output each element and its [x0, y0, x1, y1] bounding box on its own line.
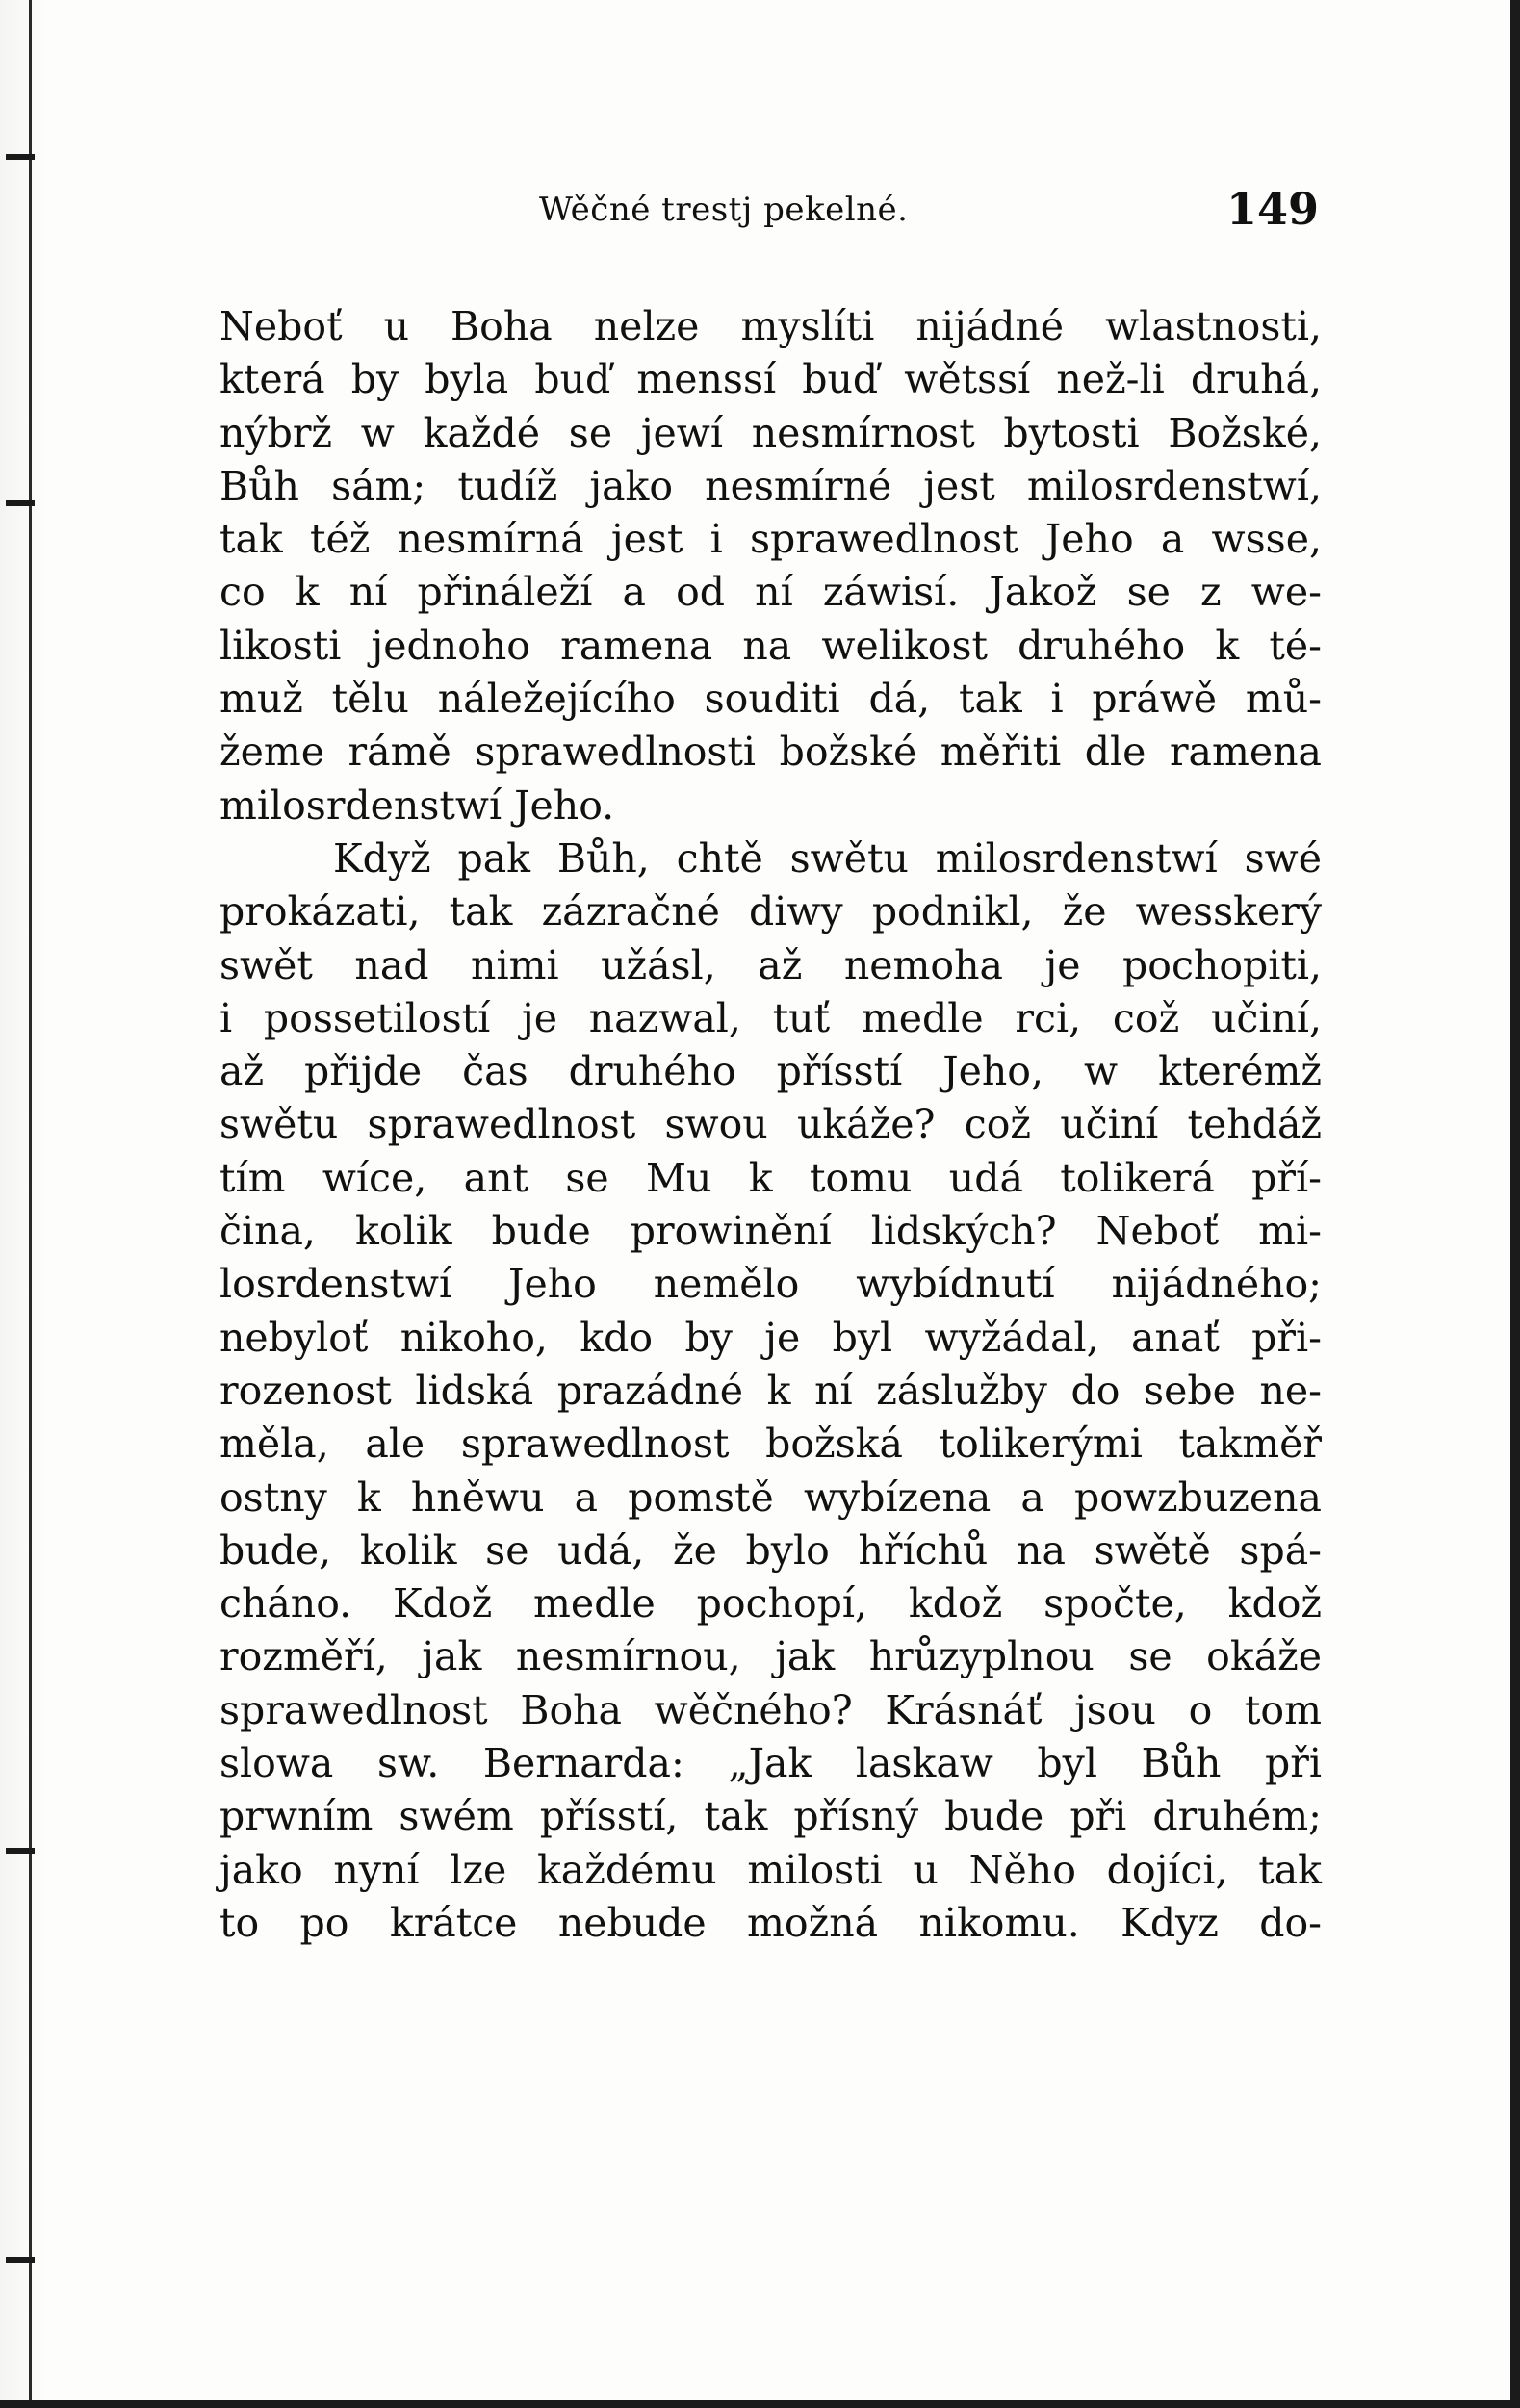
paragraph-start-line: Když pak Bůh, chtě swětu milosrdenstwí swé	[333, 834, 1322, 882]
text-line: čina, kolik bude prowinění lidských? Neboť mi-	[219, 1208, 1322, 1255]
text-line: až přijde čas druhého přísstí Jeho, w kterémž	[219, 1048, 1322, 1095]
text-line: ostny k hněwu a pomstě wybízena a powzbuzena	[219, 1473, 1322, 1521]
text-line: muž tělu náležejícího souditi dá, tak i práwě mů-	[219, 676, 1322, 723]
text-line: rozenost lidská prazádné k ní záslužby do sebe ne-	[219, 1367, 1322, 1414]
margin-mark	[6, 154, 35, 160]
text-line: měla, ale sprawedlnost božská tolikerými takměř	[219, 1421, 1322, 1468]
text-line: Bůh sám; tudíž jako nesmírné jest milosrdenstwí,	[219, 462, 1322, 509]
text-line: i possetilostí je nazwal, tuť medle rci, což učiní,	[219, 994, 1322, 1041]
text-line: cháno. Kdož medle pochopí, kdož spočte, kdož	[219, 1580, 1322, 1627]
text-line: nýbrž w každé se jewí nesmírnost bytosti Božské,	[219, 409, 1322, 456]
binding-line	[29, 0, 32, 2408]
page-edge-bottom	[0, 2400, 1520, 2408]
running-title: Wěčné trestj pekelné.	[539, 191, 909, 229]
binding-edge	[0, 0, 46, 2408]
text-line: co k ní přináleží a od ní záwisí. Jakož se z we-	[219, 569, 1322, 616]
margin-mark	[6, 500, 35, 506]
page-number: 149	[1225, 183, 1319, 235]
text-line: rozměří, jak nesmírnou, jak hrůzyplnou se okáže	[219, 1633, 1322, 1680]
text-line: tak též nesmírná jest i sprawedlnost Jeho a wsse,	[219, 516, 1322, 563]
text-line: to po krátce nebude možná nikomu. Kdyz do-	[219, 1899, 1322, 1946]
margin-mark	[6, 2257, 35, 2263]
text-line: slowa sw. Bernarda: „Jak laskaw byl Bůh při	[219, 1740, 1322, 1787]
text-line: nebyloť nikoho, kdo by je byl wyžádal, anať při-	[219, 1314, 1322, 1361]
text-line: swět nad nimi užásl, až nemoha je pochopiti,	[219, 941, 1322, 988]
paragraph-end-line: milosrdenstwí Jeho.	[219, 781, 615, 829]
text-line: prwním swém přísstí, tak přísný bude při druhém;	[219, 1793, 1322, 1840]
text-line: žeme rámě sprawedlnosti božské měřiti dle ramena	[219, 729, 1322, 776]
text-line: tím wíce, ant se Mu k tomu udá tolikerá pří-	[219, 1154, 1322, 1201]
page-header	[221, 183, 1319, 250]
text-line: která by byla buď menssí buď wětssí než-li druhá,	[219, 356, 1322, 403]
text-line: likosti jednoho ramena na welikost druhého k té-	[219, 622, 1322, 669]
text-line: bude, kolik se udá, že bylo hříchů na swětě spá-	[219, 1526, 1322, 1574]
text-line: Neboť u Boha nelze myslíti nijádné wlastnosti,	[219, 303, 1322, 349]
text-line: sprawedlnost Boha wěčného? Krásnáť jsou o tom	[219, 1686, 1322, 1733]
text-line: prokázati, tak zázračné diwy podnikl, že wesskerý	[219, 888, 1322, 935]
text-line: jako nyní lze každému milosti u Něho dojíci, tak	[219, 1846, 1322, 1893]
text-line: losrdenstwí Jeho nemělo wybídnutí nijádného;	[219, 1261, 1322, 1308]
page-edge-right	[1510, 0, 1520, 2408]
body-text	[219, 300, 1322, 1950]
margin-mark	[6, 1848, 35, 1854]
text-line: swětu sprawedlnost swou ukáže? což učiní tehdáž	[219, 1101, 1322, 1148]
